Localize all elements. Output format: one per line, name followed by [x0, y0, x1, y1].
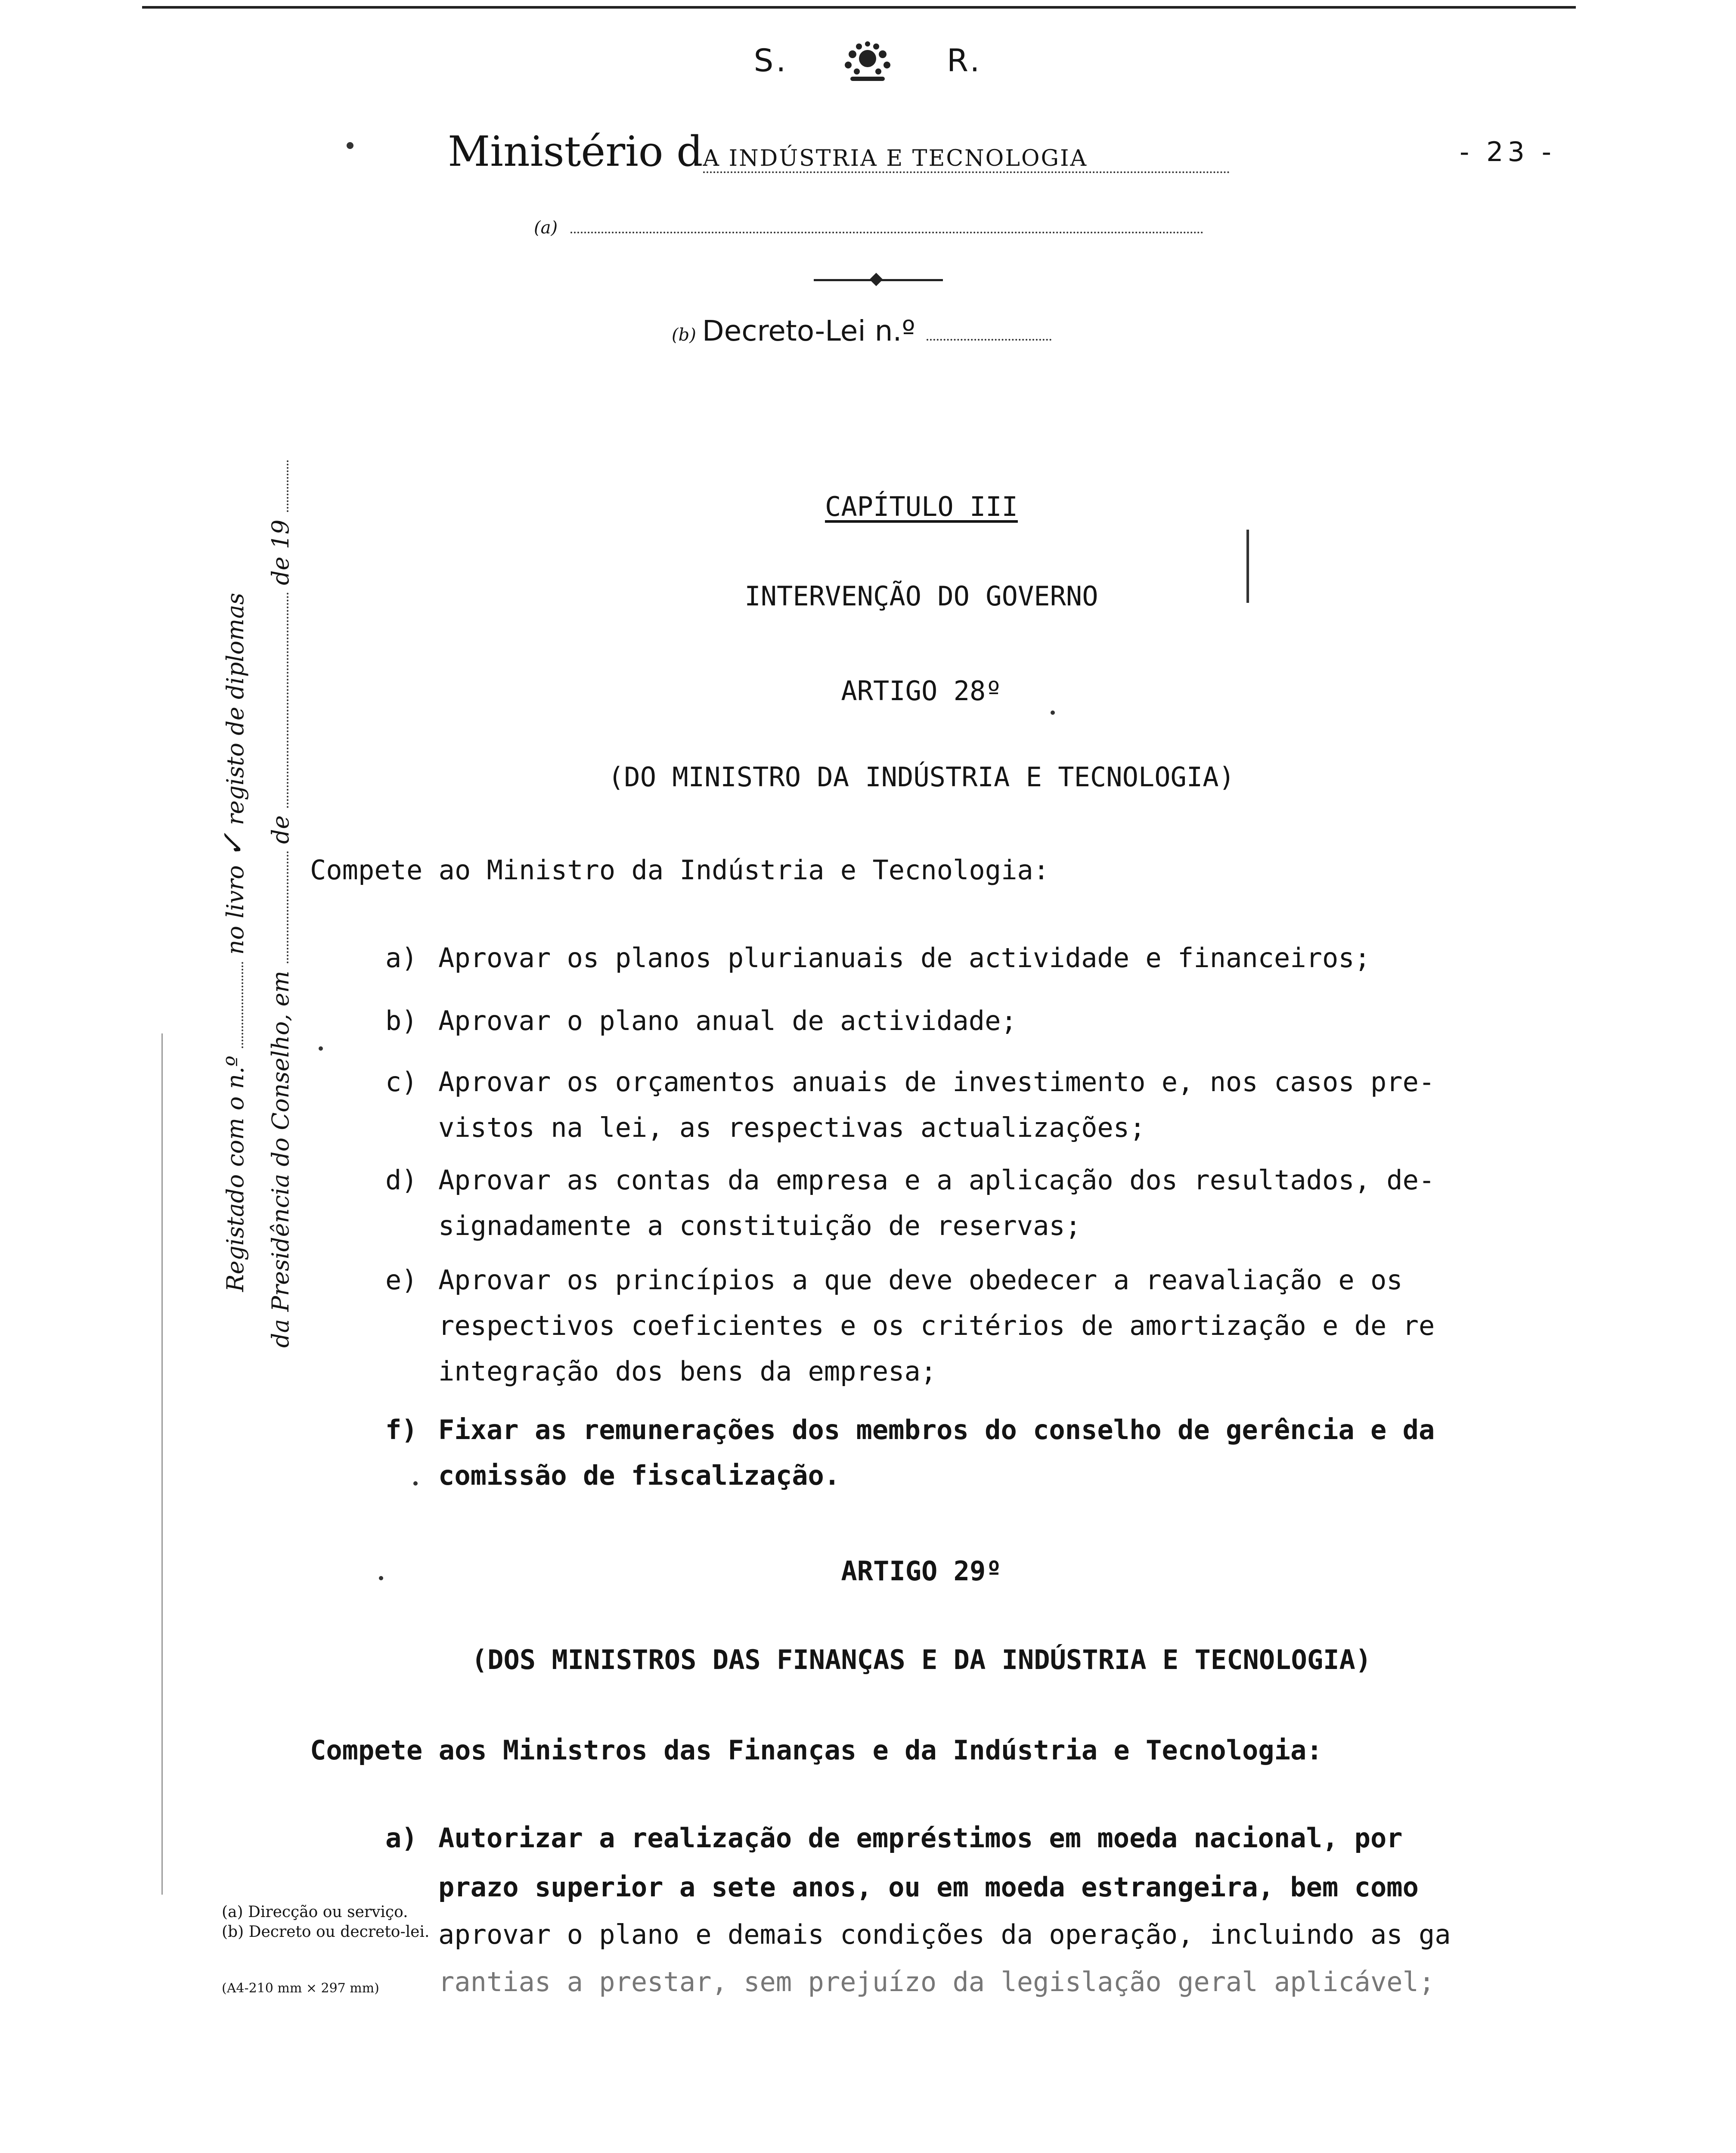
- scan-speck: [347, 142, 353, 149]
- article-28-intro: Compete ao Ministro da Indústria e Tecnologia:: [310, 854, 1050, 886]
- footnote-b: (b) Decreto ou decreto-lei.: [222, 1923, 430, 1941]
- chapter-subtitle: INTERVENÇÃO DO GOVERNO: [744, 580, 1098, 612]
- margin-checkmark-icon: ✓: [215, 832, 251, 858]
- art28-item-a-line-1: Aprovar os planos plurianuais de actividade e financeiros;: [438, 942, 1370, 974]
- art28-item-d-letter: d): [385, 1164, 418, 1196]
- scan-speck: [379, 1576, 383, 1580]
- art29-item-a-letter: a): [385, 1822, 418, 1854]
- article-28-subtitle: (DO MINISTRO DA INDÚSTRIA E TECNOLOGIA): [608, 761, 1235, 793]
- separator-diamond: [869, 273, 883, 286]
- margin-year-label: de 19: [267, 519, 294, 586]
- article-29-title: ARTIGO 29º: [841, 1555, 1002, 1587]
- art28-item-d-line-1: Aprovar as contas da empresa e a aplicação dos resultados, de-: [438, 1164, 1435, 1196]
- margin-number-blank: [242, 962, 243, 1048]
- scan-speck: [1051, 710, 1055, 715]
- article-29-subtitle: (DOS MINISTROS DAS FINANÇAS E DA INDÚSTRIA E TECNOLOGIA): [471, 1644, 1372, 1675]
- art29-item-a-line-3: aprovar o plano e demais condições da operação, incluindo as ga: [438, 1919, 1451, 1950]
- line-a: [534, 218, 1203, 238]
- page-number: - 23 -: [1460, 136, 1556, 168]
- line-b: [672, 314, 1051, 347]
- art29-item-a-line-4: rantias a prestar, sem prejuízo da legislação geral aplicável;: [438, 1966, 1435, 1998]
- scan-edge-line: [161, 1033, 163, 1895]
- art28-item-c-line-2: vistos na lei, as respectivas actualizações;: [438, 1112, 1146, 1143]
- republic-header: [0, 41, 1736, 84]
- art29-item-a-line-2: prazo superior a sete anos, ou em moeda estrangeira, bem como: [438, 1871, 1419, 1903]
- margin-registered-label: Registado com o n.º: [222, 1055, 249, 1292]
- art28-item-f-line-2: comissão de fiscalização.: [438, 1460, 840, 1491]
- scan-speck: [413, 1481, 418, 1486]
- art28-item-a-letter: a): [385, 942, 418, 974]
- margin-de-label: de: [267, 815, 294, 844]
- art28-item-b-letter: b): [385, 1005, 418, 1036]
- decree-number-blank: [927, 339, 1051, 341]
- coat-of-arms-icon: [818, 41, 917, 84]
- art28-item-d-line-2: signadamente a constituição de reservas;: [438, 1210, 1082, 1241]
- header-s-letter: S.: [753, 42, 789, 79]
- paper-format-note: (A4-210 mm × 297 mm): [222, 1981, 379, 1996]
- art28-item-e-line-3: integração dos bens da empresa;: [438, 1356, 937, 1387]
- line-a-label: (a): [534, 218, 558, 238]
- margin-registry-label: registo de diplomas: [222, 593, 249, 825]
- art28-item-f-line-1: Fixar as remunerações dos membros do conselho de gerência e da: [438, 1414, 1435, 1446]
- art28-item-e-line-2: respectivos coeficientes e os critérios de amortização e de re: [438, 1310, 1435, 1341]
- margin-book-label: no livro: [222, 865, 249, 955]
- art29-item-a-line-1: Autorizar a realização de empréstimos em moeda nacional, por: [438, 1822, 1403, 1854]
- chapter-title: CAPÍTULO III: [825, 491, 1018, 522]
- line-a-blank: [570, 232, 1203, 233]
- art28-item-e-letter: e): [385, 1264, 418, 1296]
- art28-item-c-letter: c): [385, 1066, 418, 1098]
- margin-day-blank: [287, 851, 288, 963]
- art28-item-e-line-1: Aprovar os princípios a que deve obedecer a reavaliação e os: [438, 1264, 1403, 1296]
- margin-vertical-mark: [1246, 530, 1249, 603]
- margin-presidency-label: da Presidência do Conselho, em: [267, 971, 294, 1348]
- ministry-name: A INDÚSTRIA E TECNOLOGIA: [703, 146, 1230, 173]
- art28-item-c-line-1: Aprovar os orçamentos anuais de investimento e, nos casos pre-: [438, 1066, 1435, 1098]
- article-28-title: ARTIGO 28º: [841, 675, 1002, 707]
- scan-speck: [319, 1046, 323, 1051]
- separator-rule: [814, 279, 943, 281]
- header-r-letter: R.: [947, 42, 983, 79]
- line-b-label: (b): [672, 325, 696, 345]
- art28-item-f-letter: f): [385, 1414, 418, 1446]
- ministry-label: Ministério d: [448, 127, 703, 176]
- footnote-a: (a) Direcção ou serviço.: [222, 1903, 408, 1921]
- top-rule: [142, 6, 1576, 9]
- ministry-line: [448, 127, 1230, 176]
- decree-label: Decreto-Lei n.º: [702, 314, 915, 347]
- article-29-intro: Compete aos Ministros das Finanças e da Indústria e Tecnologia:: [310, 1734, 1323, 1766]
- art28-item-b-line-1: Aprovar o plano anual de actividade;: [438, 1005, 1017, 1036]
